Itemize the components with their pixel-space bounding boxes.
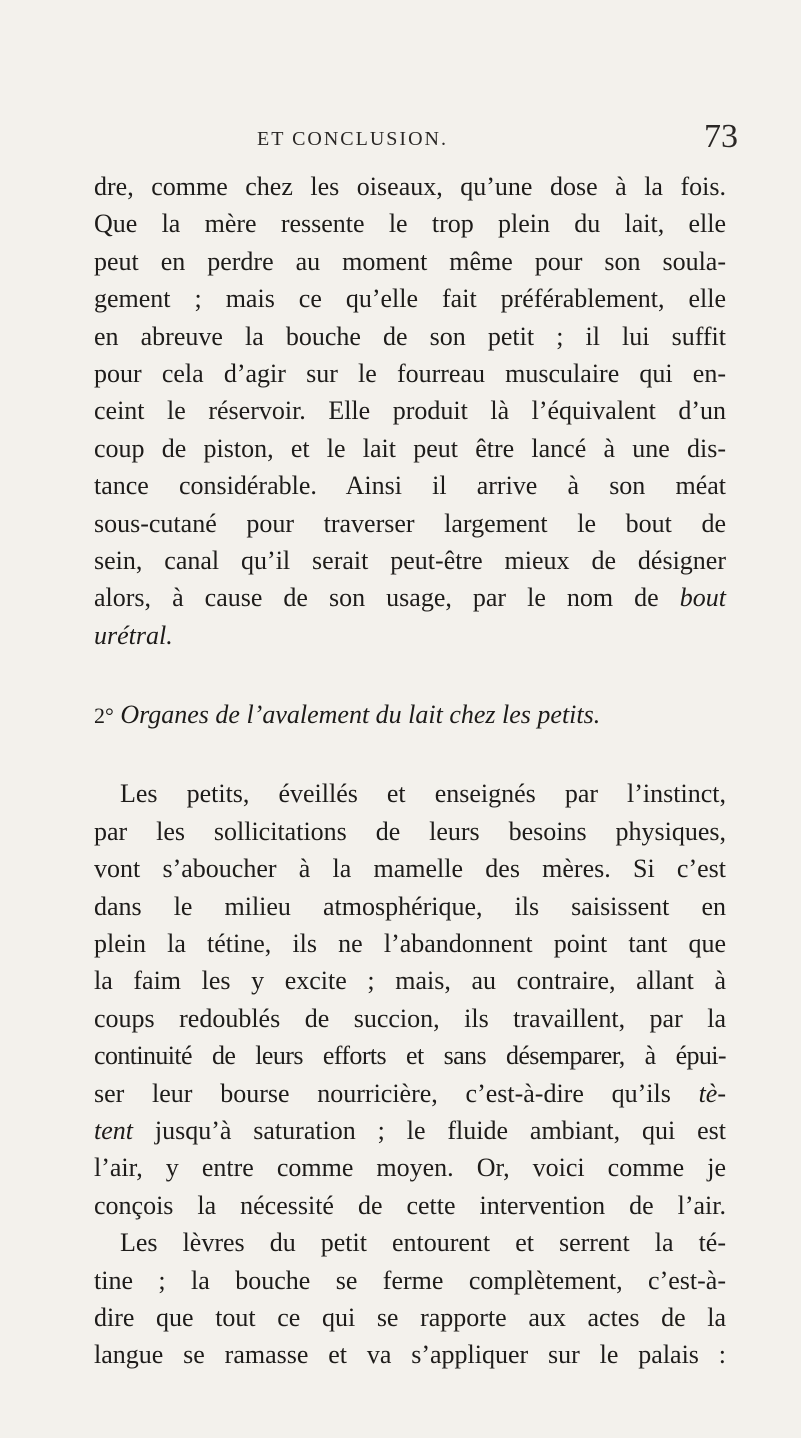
text-line: [94, 1075, 726, 1112]
text-line: gement ; mais ce qu’elle fait préférablement, elle: [94, 284, 726, 314]
page-header: [0, 118, 801, 168]
text-line: en abreuve la bouche de son petit ; il lui suffit: [94, 321, 726, 351]
text-line: conçois la nécessité de cette intervention de l’air.: [94, 1190, 726, 1220]
text-line: dre, comme chez les oiseaux, qu’une dose à la fois.: [94, 172, 726, 201]
text-line: dans le milieu atmosphérique, ils saisissent en: [94, 891, 726, 921]
paragraph-2: [94, 775, 726, 1373]
text-line: peut en perdre au moment même pour son soula-: [94, 246, 726, 276]
italic-term: urétral.: [94, 620, 173, 650]
text-line-segment: alors, à cause de son usage, par le nom de: [94, 583, 659, 613]
text-line: coup de piston, et le lait peut être lancé à une dis-: [94, 433, 726, 463]
text-line: sous-cutané pour traverser largement le bout de: [94, 508, 726, 538]
text-line: par les sollicitations de leurs besoins physiques,: [94, 816, 726, 846]
body-text: [94, 168, 726, 1374]
italic-term: tè-: [698, 1078, 726, 1108]
section-title: Organes de l’avalement du lait chez les petits.: [120, 700, 601, 730]
paragraph-1: [94, 168, 726, 654]
section-number: 2°: [94, 703, 114, 729]
text-line: [94, 1112, 726, 1149]
text-line: [94, 579, 726, 616]
italic-term: bout: [679, 583, 727, 613]
text-line: langue se ramasse et va s’appliquer sur le palais :: [94, 1340, 726, 1370]
text-line: Que la mère ressente le trop plein du lait, elle: [94, 209, 726, 239]
text-line: dire que tout ce qui se rapporte aux actes de la: [94, 1302, 726, 1332]
text-line: sein, canal qu’il serait peut-être mieux de désigner: [94, 545, 726, 575]
text-line: ceint le réservoir. Elle produit là l’équivalent d’un: [94, 396, 726, 426]
text-line: pour cela d’agir sur le fourreau musculaire qui en-: [94, 358, 726, 388]
text-line: plein la tétine, ils ne l’abandonnent point tant que: [94, 929, 726, 959]
spacer: [94, 733, 726, 775]
text-line-segment: jusqu’à saturation ; le fluide ambiant, qui est: [133, 1115, 726, 1145]
text-line: tance considérable. Ainsi il arrive à son méat: [94, 471, 726, 501]
section-heading: [94, 696, 726, 733]
text-line-segment: ser leur bourse nourricière, c’est-à-dire qu’ils: [94, 1078, 671, 1108]
spacer: [94, 654, 726, 696]
text-line: continuité de leurs efforts et sans désemparer, à épui-: [94, 1041, 726, 1071]
text-line: Les lèvres du petit entourent et serrent la té-: [120, 1228, 726, 1258]
page-number: 73: [704, 118, 738, 155]
italic-term: tent: [94, 1115, 133, 1145]
running-head: ET CONCLUSION.: [257, 128, 448, 150]
text-line: l’air, y entre comme moyen. Or, voici comme je: [94, 1153, 726, 1183]
text-line: vont s’aboucher à la mamelle des mères. Si c’est: [94, 854, 726, 884]
text-line: tine ; la bouche se ferme complètement, c’est-à-: [94, 1265, 726, 1295]
text-line: la faim les y excite ; mais, au contraire, allant à: [94, 966, 726, 996]
text-line: Les petits, éveillés et enseignés par l’instinct,: [120, 779, 726, 809]
text-line: coups redoublés de succion, ils travaillent, par la: [94, 1003, 726, 1033]
